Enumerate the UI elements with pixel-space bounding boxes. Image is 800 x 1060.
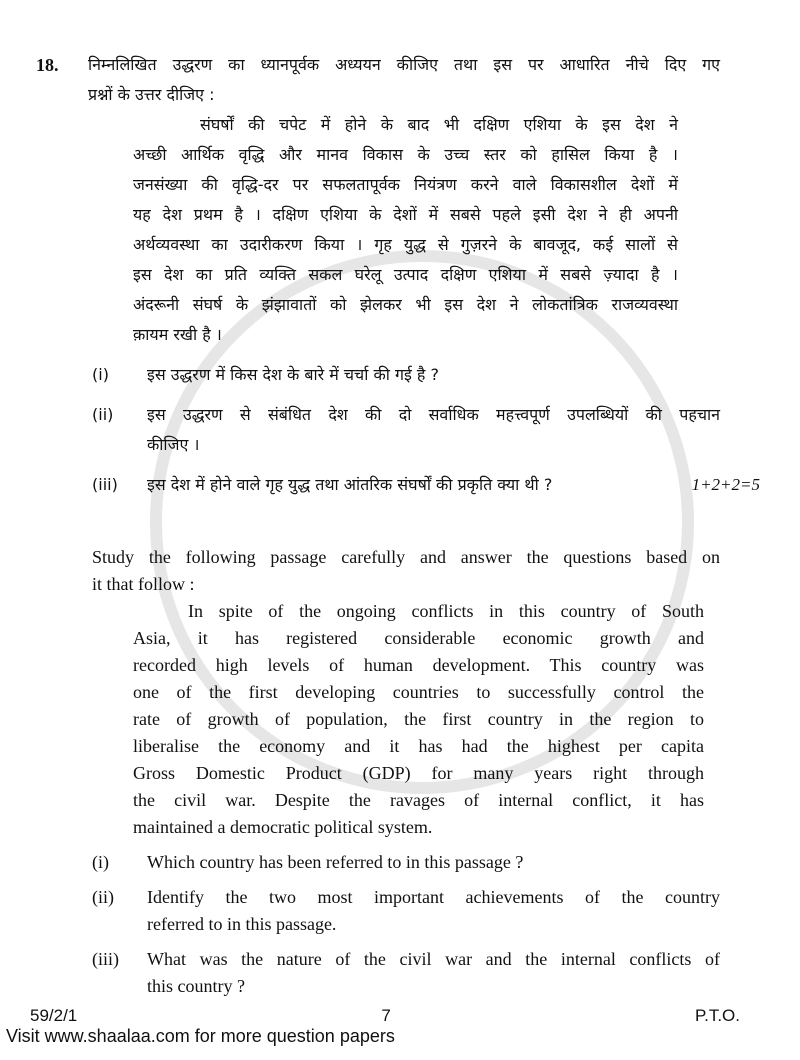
hindi-passage-line: अंदरूनी संघर्ष के झंझावातों को झेलकर भी इस देश ने लोकतांत्रिक राजव्यवस्था [133, 295, 678, 314]
hindi-question-text: इस उद्धरण से संबंधित देश की दो सर्वाधिक महत्त्वपूर्ण उपलब्धियों की पहचान [147, 405, 720, 424]
english-question [36, 849, 720, 876]
visit-link[interactable]: Visit www.shaalaa.com for more question papers [6, 1026, 395, 1046]
hindi-passage-line: यह देश प्रथम है । दक्षिण एशिया के देशों में सबसे पहले इसी देश ने ही अपनी [133, 205, 678, 224]
hindi-question-text: कीजिए । [147, 435, 200, 454]
english-question-label: (i) [92, 852, 109, 872]
hindi-passage-line: इस देश का प्रति व्यक्ति सकल घरेलू उत्पाद दक्षिण एशिया में सबसे ज़्यादा है । [133, 265, 678, 284]
english-passage-line: recorded high levels of human development. This country was [133, 655, 704, 675]
hindi-intro-line: प्रश्नों के उत्तर दीजिए : [88, 85, 215, 104]
english-question-label: (iii) [92, 949, 119, 969]
english-question [36, 884, 720, 938]
hindi-question [36, 360, 720, 390]
hindi-question-text: इस उद्धरण में किस देश के बारे में चर्चा की गई है ? [147, 365, 439, 384]
hindi-passage-line: जनसंख्या की वृद्धि-दर पर सफलतापूर्वक नियंत्रण करने वाले विकासशील देशों में [133, 175, 678, 194]
hindi-question-label: (i) [92, 365, 109, 384]
english-passage-line: the civil war. Despite the ravages of internal conflict, it has [133, 790, 704, 810]
marks: 1+2+2=5 [691, 475, 760, 494]
english-passage-line: one of the first developing countries to successfully control the [133, 682, 704, 702]
english-passage-line: rate of growth of population, the first country in the region to [133, 709, 704, 729]
english-passage-line: liberalise the economy and it has had the highest per capita [133, 736, 704, 756]
english-question-text: Identify the two most important achievements of the country [147, 887, 720, 907]
hindi-question-label: (ii) [92, 405, 114, 424]
english-question-label: (ii) [92, 887, 114, 907]
english-passage-line: maintained a democratic political system. [133, 817, 433, 837]
hindi-question-text: इस देश में होने वाले गृह युद्ध तथा आंतरिक संघर्षों की प्रकृति क्या थी ? [147, 475, 553, 494]
english-passage-line: In spite of the ongoing conflicts in this country of South [188, 601, 704, 621]
paper-code: 59/2/1 [30, 1006, 78, 1025]
english-passage-line: Gross Domestic Product (GDP) for many years right through [133, 763, 704, 783]
hindi-passage-line: अच्छी आर्थिक वृद्धि और मानव विकास के उच्च स्तर को हासिल किया है । [133, 145, 678, 164]
english-intro-line: Study the following passage carefully and answer the questions based on [92, 547, 720, 567]
english-intro-line: it that follow : [92, 574, 195, 594]
english-passage-line: Asia, it has registered considerable economic growth and [133, 628, 704, 648]
hindi-question-label: (iii) [92, 475, 118, 494]
hindi-intro [36, 50, 720, 110]
english-question-text: What was the nature of the civil war and the internal conflicts of [147, 949, 720, 969]
footer [0, 1000, 800, 1050]
page-number: 7 [381, 1006, 391, 1025]
pto-label: P.T.O. [694, 1006, 740, 1025]
english-intro [36, 544, 720, 598]
english-question-text: referred to in this passage. [147, 914, 337, 934]
hindi-passage-line: संघर्षों की चपेट में होने के बाद भी दक्षिण एशिया के इस देश ने [200, 115, 678, 134]
hindi-passage [36, 110, 720, 350]
english-question-text: Which country has been referred to in this passage ? [147, 852, 524, 872]
question-number: 18. [36, 55, 59, 75]
hindi-question [36, 400, 720, 460]
english-question-text: this country ? [147, 976, 245, 996]
english-passage [36, 598, 720, 841]
hindi-passage-line: अर्थव्यवस्था का उदारीकरण किया । गृह युद्ध से गुज़रने के बावजूद, कई सालों से [133, 235, 678, 254]
hindi-passage-line: क़ायम रखी है । [133, 325, 222, 344]
hindi-question [36, 470, 760, 500]
hindi-intro-line: निम्नलिखित उद्धरण का ध्यानपूर्वक अध्ययन कीजिए तथा इस पर आधारित नीचे दिए गए [88, 55, 720, 74]
english-question [36, 946, 720, 1000]
